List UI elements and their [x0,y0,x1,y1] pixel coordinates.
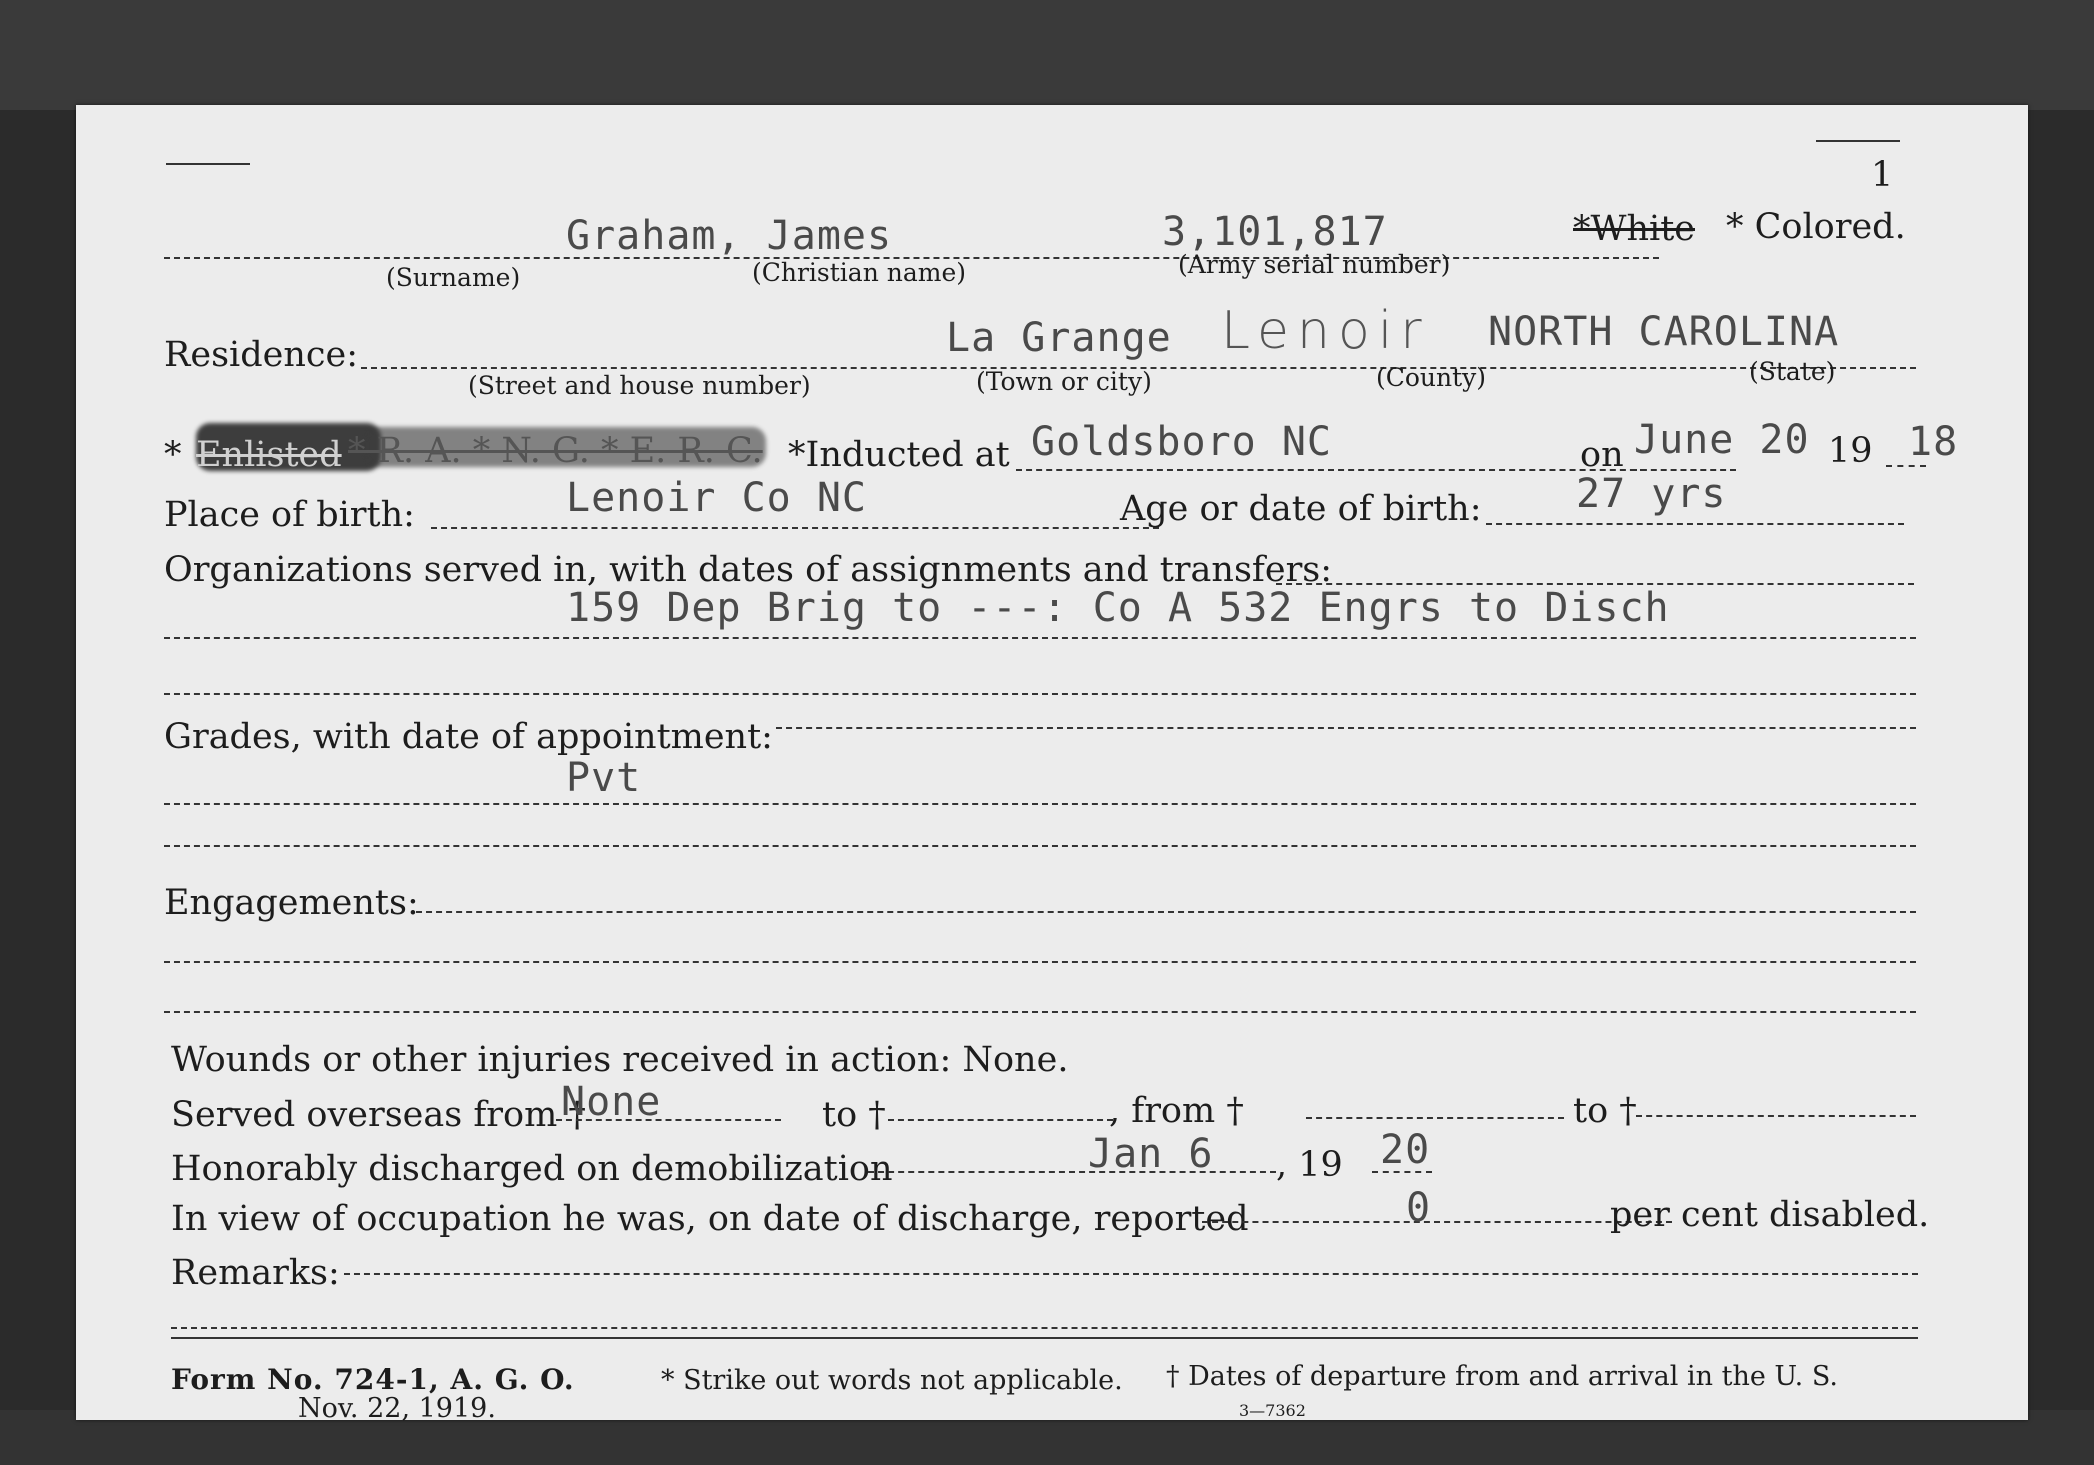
engagements-line-2 [164,1011,1916,1013]
corner-mark-left [166,163,250,165]
overseas-to-label: to † [822,1095,886,1135]
discharge-label: Honorably discharged on demobilization [171,1149,893,1189]
enlisted-label: Enlisted [196,435,342,475]
service-record-card [76,105,2028,1424]
overseas-to2-label: to † [1573,1091,1637,1131]
discharge-line [868,1171,1276,1173]
age-label: Age or date of birth: [1120,489,1482,529]
grades-line-2 [164,845,1916,847]
discharge-date-value: Jan 6 [1088,1131,1214,1177]
disability-label: In view of occupation he was, on date of discharge, reported [171,1199,1249,1239]
overseas-line-1 [556,1119,781,1121]
inducted-line [1016,469,1646,471]
corner-mark-right [1816,140,1900,142]
name-value: Graham, James [566,213,893,259]
engagements-line-1 [164,961,1916,963]
grades-line-0 [776,727,1916,729]
colored-label: * Colored. [1726,207,1906,247]
serial-value: 3,101,817 [1162,209,1388,255]
service-branch-label: * R. A. * N. G. * E. R. C. [348,431,763,471]
engagements-line-0 [416,911,1916,913]
residence-label: Residence: [164,335,358,375]
organizations-value: 159 Dep Brig to ---: Co A 532 Engrs to Disch [566,585,1670,631]
white-label: *White [1573,209,1695,249]
grades-line-1 [164,803,1916,805]
age-value: 27 yrs [1576,471,1727,517]
serial-caption: (Army serial number) [1178,250,1451,279]
overseas-value: None [561,1079,662,1125]
engagements-label: Engagements: [164,883,419,923]
scanner-background-top [0,0,2094,110]
grades-value: Pvt [566,755,642,801]
form-date: Nov. 22, 1919. [298,1393,496,1424]
overseas-line-2 [888,1119,1113,1121]
induction-date-value: June 20 [1634,417,1810,463]
grades-label: Grades, with date of appointment: [164,717,773,757]
remarks-label: Remarks: [171,1253,340,1293]
year-prefix: 19 [1828,431,1873,471]
dates-note: † Dates of departure from and arrival in the U. S. [1166,1361,1838,1392]
card-number: 1 [1871,155,1894,195]
state-value: NORTH CAROLINA [1488,309,1840,355]
year-line [1886,465,1926,467]
christian-caption: (Christian name) [752,258,967,287]
state-caption: (State) [1749,357,1836,386]
form-number: Form No. 724-1, A. G. O. [171,1363,575,1396]
discharge-year-value: 20 [1380,1127,1431,1173]
town-caption: (Town or city) [976,367,1152,396]
overseas-label: Served overseas from † [171,1095,586,1135]
print-code: 3—7362 [1239,1401,1306,1420]
age-line [1486,523,1904,525]
overseas-line-4 [1636,1115,1916,1117]
induction-star: * [164,435,182,475]
place-of-birth-value: Lenoir Co NC [566,475,867,521]
remarks-line-1 [171,1327,1918,1329]
county-caption: (County) [1376,363,1487,392]
overseas-from-label: , from † [1109,1091,1244,1131]
inducted-label: *Inducted at [788,435,1010,475]
place-of-birth-line [431,527,1159,529]
overseas-line-3 [1306,1117,1564,1119]
organizations-label: Organizations served in, with dates of assignments and transfers: [164,550,1333,590]
inducted-value: Goldsboro NC [1031,419,1332,465]
street-caption: (Street and house number) [468,371,811,400]
strike-note: * Strike out words not applicable. [661,1365,1123,1396]
organizations-line-2 [164,693,1916,695]
remarks-line-0 [344,1273,1918,1275]
county-value: Lenoir [1221,301,1430,361]
wounds-label: Wounds or other injuries received in action: None. [171,1040,1069,1080]
organizations-line-1 [164,637,1916,639]
town-value: La Grange [946,315,1172,361]
disability-line [1202,1221,1672,1223]
on-label: on [1580,435,1624,475]
disability-suffix: per cent disabled. [1610,1195,1930,1235]
footer-rule [171,1337,1918,1339]
surname-caption: (Surname) [386,263,521,292]
place-of-birth-label: Place of birth: [164,495,415,535]
disability-value: 0 [1406,1185,1432,1231]
discharge-comma-19: , 19 [1276,1145,1343,1185]
induction-year-value: 18 [1908,419,1959,465]
